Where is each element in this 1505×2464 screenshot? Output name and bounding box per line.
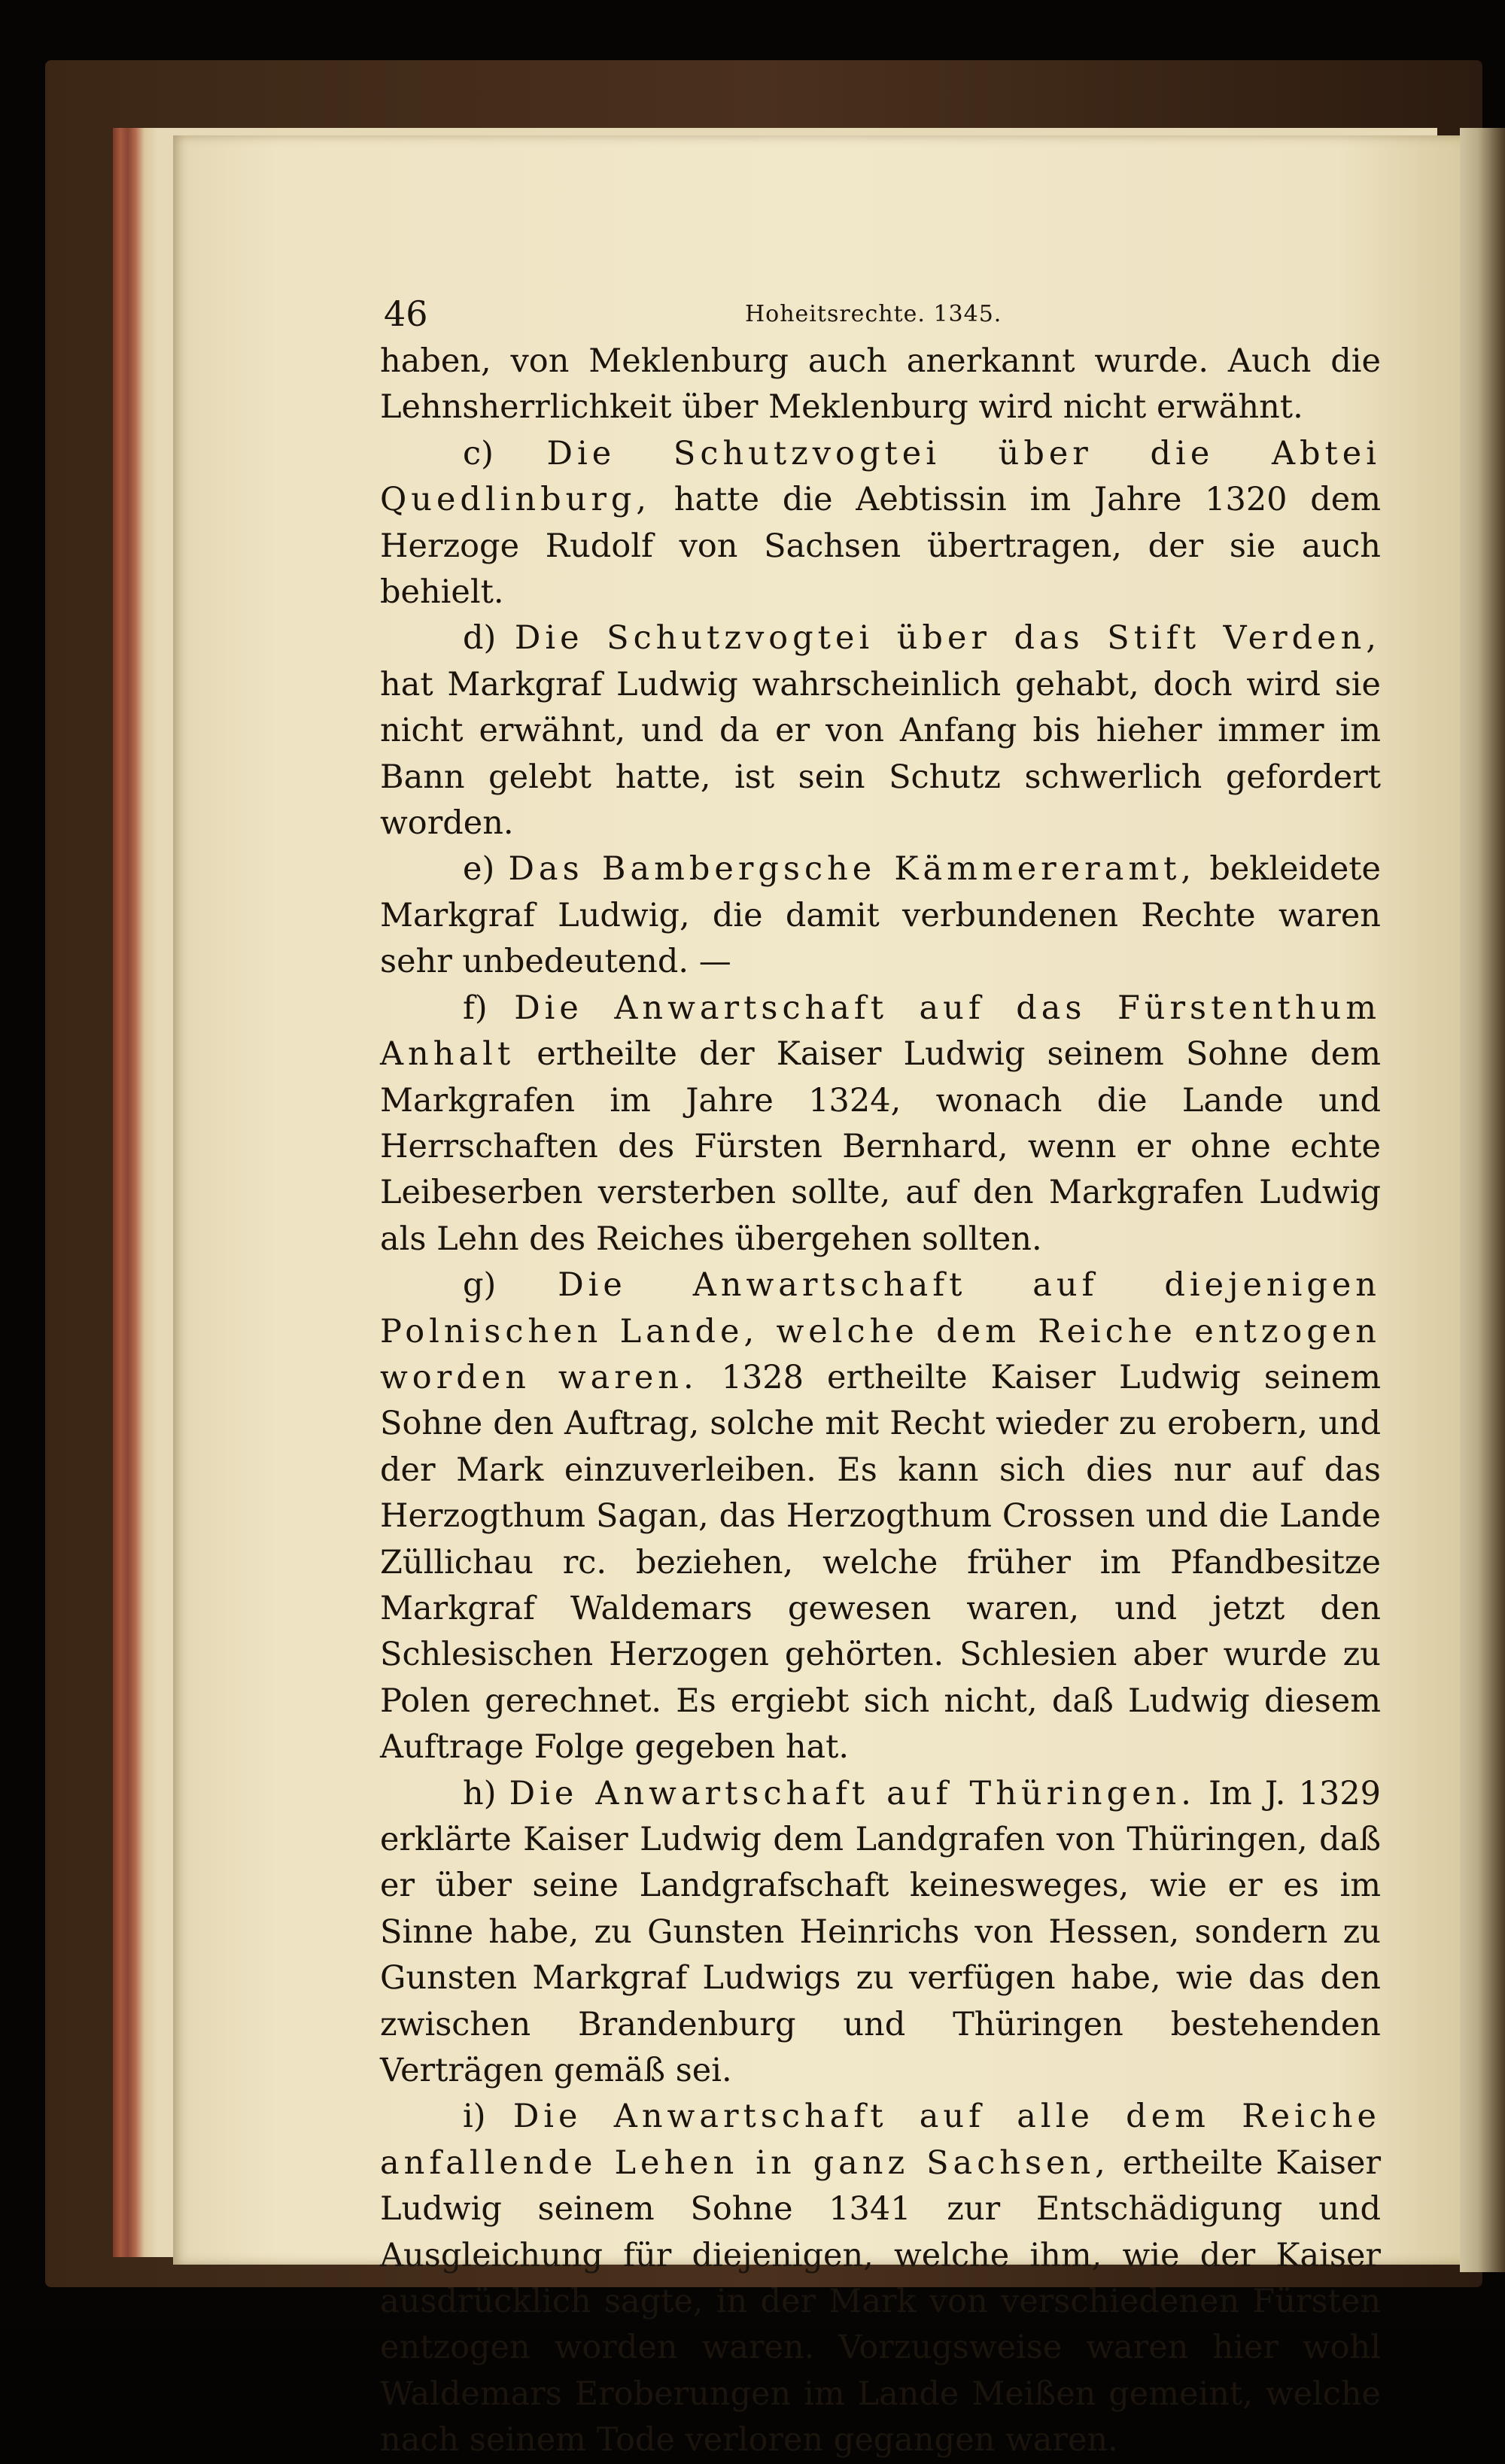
paragraph-heading: Die Anwartschaft auf alle dem Reiche anfallende Lehen in ganz Sachsen, <box>380 2098 1381 2182</box>
paragraph-marker: i) <box>463 2098 486 2136</box>
paragraph-heading: Das Bambergsche Kämmereramt, <box>508 850 1196 889</box>
paragraph-text: ertheilte Kaiser Ludwig seinem Sohne 1341 zur Entschädigung und Ausgleichung für diejenigen, welche ihm, wie der Kaiser ausdrücklich sagte, in der Mark von verschiedenen Fürsten entzogen worden waren. Vorzugsweise waren hier wohl Waldemars Eroberungen im Lande Meißen gemeint, welche nach seinem Tode verloren gegangen waren. <box>380 2143 1382 2459</box>
paragraph-text: hat Markgraf Ludwig wahrscheinlich gehabt, doch wird sie nicht erwähnt, und da er von Anfang bis hieher immer im Bann gelebt hatte, ist sein Schutz schwerlich gefordert worden. <box>380 665 1381 843</box>
paragraph-i <box>380 2094 1381 2463</box>
paragraph-text: Im J. 1329 erklärte Kaiser Ludwig dem Landgrafen von Thüringen, daß er über seine Landgrafschaft keinesweges, wie er es im Sinne habe, zu Gunsten Heinrichs von Hessen, sondern zu Gunsten Markgraf Ludwigs zu verfügen habe, wie das den zwischen Brandenburg und Thüringen bestehenden Verträgen gemäß sei. <box>380 1774 1382 2090</box>
page-number: 46 <box>384 293 428 334</box>
paragraph-e <box>380 846 1381 985</box>
paragraph-marker: h) <box>463 1774 497 1812</box>
paragraph-marker: g) <box>463 1266 497 1305</box>
paragraph-continuation <box>380 339 1381 431</box>
paragraph-c <box>380 431 1381 616</box>
paragraph-text: hatte die Aebtissin im Jahre 1320 dem Herzoge Rudolf von Sachsen übertragen, der sie auch behielt. <box>380 481 1381 612</box>
paragraph-marker: f) <box>463 989 488 1027</box>
paragraph-marker: d) <box>463 619 497 658</box>
paragraph-marker: e) <box>463 850 495 889</box>
paragraph-heading: Die Anwartschaft auf das Fürstenthum Anhalt <box>380 989 1381 1074</box>
paragraph-heading: Die Schutzvogtei über die Abtei Quedlinburg, <box>380 434 1382 519</box>
paragraph-heading: Die Schutzvogtei über das Stift Verden, <box>514 619 1381 658</box>
paragraph-g <box>380 1262 1381 1770</box>
body-text <box>380 339 1381 2464</box>
right-page-edge <box>1460 128 1505 2272</box>
paragraph-d <box>380 615 1381 846</box>
paragraph-f <box>380 986 1381 1262</box>
paragraph-text: haben, von Meklenburg auch anerkannt wurde. Auch die Lehnsherrlichkeit über Meklenburg wird nicht erwähnt. <box>380 342 1381 427</box>
paragraph-heading: Die Anwartschaft auf diejenigen Polnischen Lande, welche dem Reiche entzogen worden waren. <box>380 1266 1382 1396</box>
paragraph-text: ertheilte der Kaiser Ludwig seinem Sohne dem Markgrafen im Jahre 1324, wonach die Lande und Herrschaften des Fürsten Bernhard, wenn er ohne echte Leibeserben versterben sollte, auf den Markgrafen Ludwig als Lehn des Reiches übergehen sollten. <box>380 1035 1382 1258</box>
running-title: Hoheitsrechte. 1345. <box>745 301 1002 327</box>
paragraph-text: 1328 ertheilte Kaiser Ludwig seinem Sohne den Auftrag, solche mit Recht wieder zu erobern, und der Mark einzuverleiben. Es kann sich dies nur auf das Herzogthum Sagan, das Herzogthum Crossen und die Lande Züllichau rc. beziehen, welche früher im Pfandbesitze Markgraf Waldemars gewesen waren, und jetzt den Schlesischen Herzogen gehörten. Schlesien aber wurde zu Polen gerechnet. Es ergiebt sich nicht, daß Ludwig diesem Auftrage Folge gegeben hat. <box>380 1358 1381 1767</box>
paragraph-text: bekleidete Markgraf Ludwig, die damit verbundenen Rechte waren sehr unbedeutend. — <box>380 850 1381 981</box>
paragraph-marker: c) <box>463 434 494 472</box>
paragraph-heading: Die Anwartschaft auf Thüringen. <box>509 1774 1196 1812</box>
paragraph-h <box>380 1771 1381 2095</box>
